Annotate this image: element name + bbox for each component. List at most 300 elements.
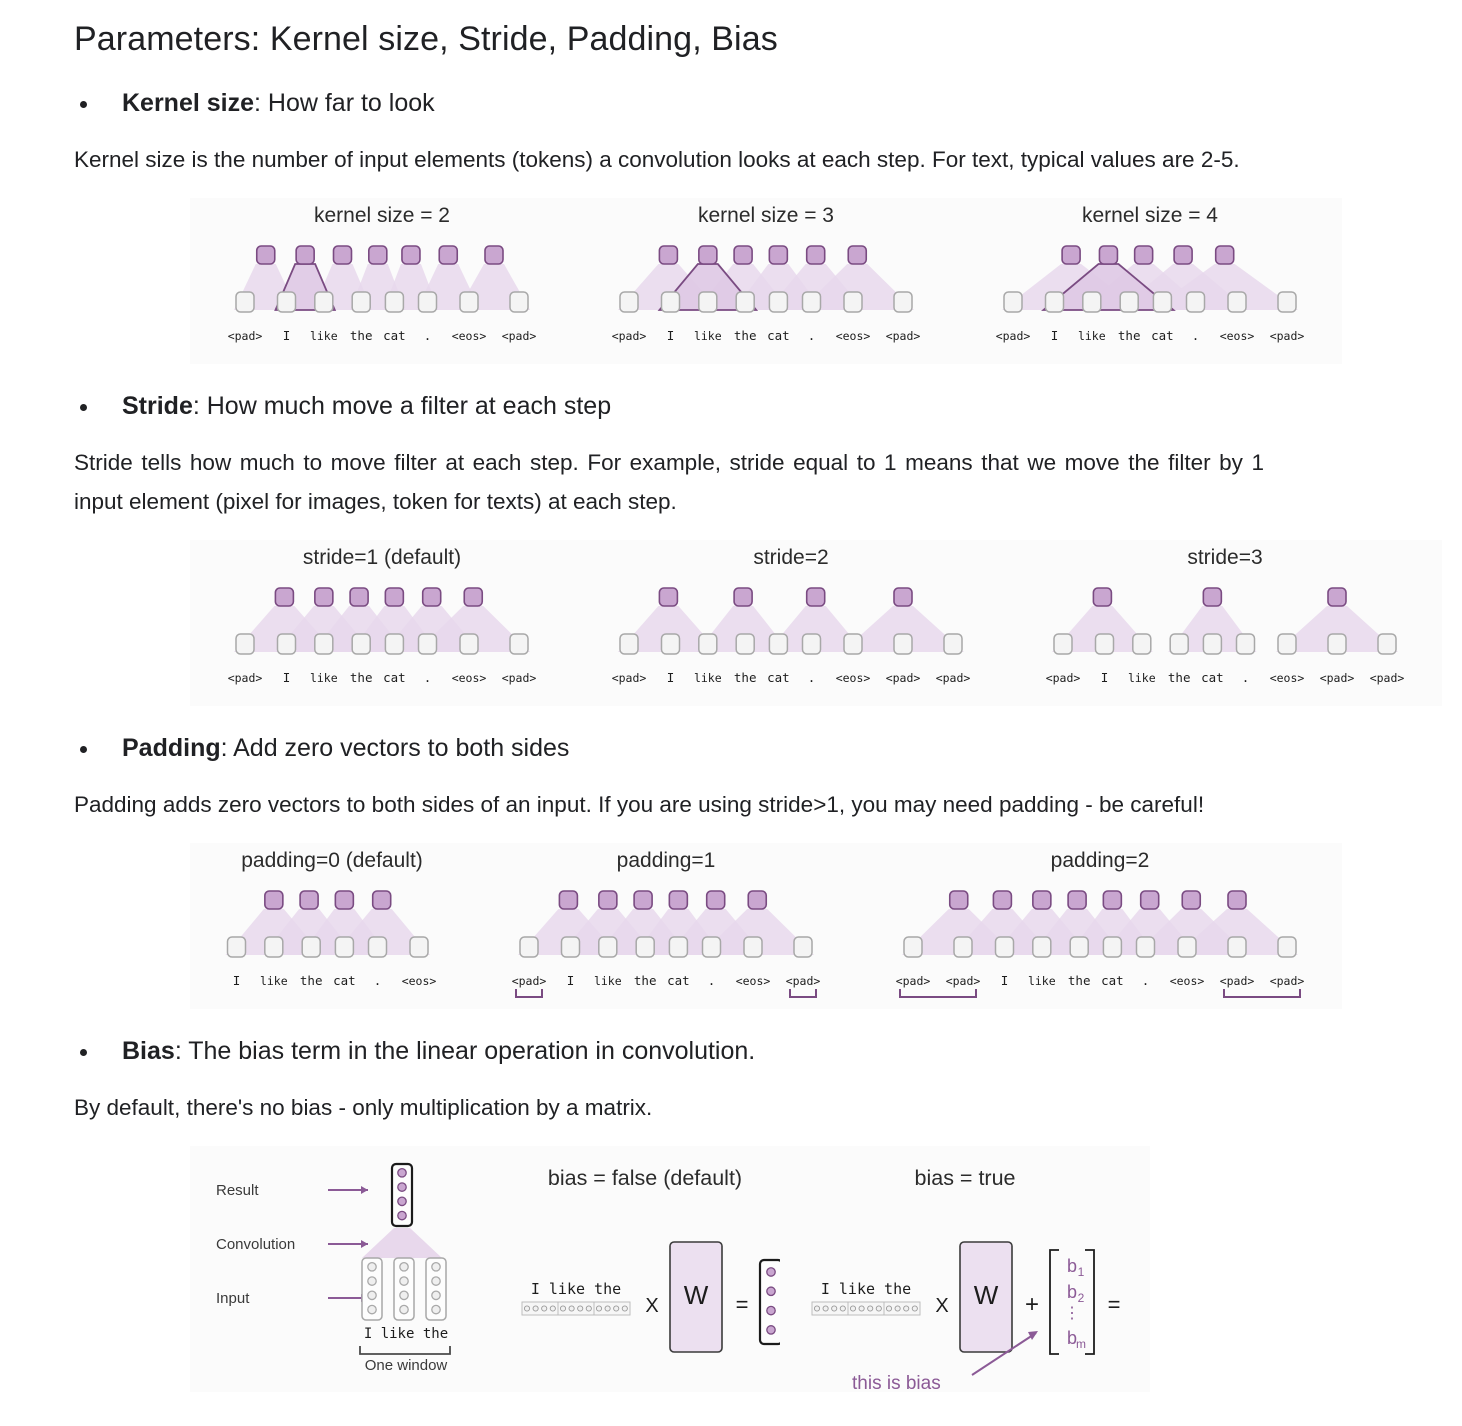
bias-entry-subscript: m (1076, 1336, 1086, 1351)
stride-figure (1008, 540, 1442, 706)
token-label: the (733, 327, 757, 343)
input-row-cell (814, 1306, 819, 1311)
token-label: <eos> (451, 328, 487, 343)
input-token-square (1278, 634, 1296, 654)
input-row-cell (859, 1306, 864, 1311)
bias-figures-band (190, 1146, 1150, 1392)
input-token-square (315, 292, 333, 312)
token-labels (228, 670, 537, 685)
output-square (1228, 891, 1246, 909)
token-label: <pad> (227, 328, 263, 343)
input-token-square (744, 937, 762, 957)
output-square (848, 246, 866, 264)
vector-cell (767, 1326, 775, 1334)
bullet-term-stride: Stride (122, 391, 193, 420)
output-square (1135, 246, 1153, 264)
padding-figure (474, 843, 858, 1009)
output-square (748, 891, 766, 909)
token-label: cat (333, 972, 356, 988)
input-row-cell (912, 1306, 917, 1311)
equals-symbol: = (1107, 1291, 1121, 1317)
input-token-square (599, 937, 617, 957)
input-token-square (803, 634, 821, 654)
stride-figure (190, 540, 574, 706)
padding-brace-left (900, 989, 976, 997)
output-square (993, 891, 1011, 909)
bias-window-figure (200, 1158, 500, 1373)
token-label: . (707, 972, 716, 988)
stride-figure-canvas (204, 578, 560, 698)
conv-strip-svg (588, 578, 994, 698)
vector-cell (398, 1183, 406, 1191)
paragraph-kernel-size: Kernel size is the number of input elements (tokens) a convolution looks at each step. For text, typical values are 2-5. (74, 147, 1240, 172)
output-square (1103, 891, 1121, 909)
input-token-square (410, 937, 428, 957)
output-square (894, 588, 912, 606)
one-window-caption: One window (364, 1356, 448, 1373)
vector-cell (767, 1306, 775, 1314)
vector-cell (432, 1291, 440, 1299)
conv-strip-svg (204, 881, 460, 1001)
bullet-rest-bias: : The bias term in the linear operation in convolution. (174, 1036, 756, 1065)
output-square (559, 891, 577, 909)
output-square (659, 588, 677, 606)
input-token-square (954, 937, 972, 957)
conv-strip-svg (204, 236, 560, 356)
token-label: <eos> (735, 973, 771, 988)
output-square (1182, 891, 1200, 909)
window-row-label: Input (216, 1289, 250, 1307)
output-square (734, 588, 752, 606)
output-squares (1062, 246, 1234, 264)
bias-figures-band-wrap (0, 1146, 1462, 1392)
arrow-head-icon (361, 1240, 368, 1248)
token-label: like (259, 973, 288, 988)
token-label: cat (1201, 669, 1224, 685)
token-label: cat (383, 669, 406, 685)
one-window-diagram (210, 1158, 490, 1373)
token-label: cat (667, 972, 690, 988)
input-token-square (636, 937, 654, 957)
bullet-bias (74, 1035, 1462, 1068)
output-square (699, 246, 717, 264)
input-token-square (662, 634, 680, 654)
input-row-cell (850, 1306, 855, 1311)
token-label: <eos> (835, 328, 871, 343)
output-square (385, 588, 403, 606)
kernel-size-figure-title: kernel size = 2 (314, 203, 450, 227)
stride-figure-title: stride=3 (1187, 545, 1263, 569)
output-square (275, 588, 293, 606)
vector-cell (400, 1291, 408, 1299)
page-title: Parameters: Kernel size, Stride, Padding, Bias (74, 20, 778, 58)
token-label: like (693, 670, 722, 685)
input-row-cell (596, 1306, 601, 1311)
formula-input-label: I like the (530, 1279, 622, 1298)
padding-figures-band (190, 843, 1342, 1009)
paragraph-bias: By default, there's no bias - only multiplication by a matrix. (74, 1095, 653, 1121)
input-row-cell (550, 1306, 555, 1311)
bullet-kernel-size (74, 87, 1462, 120)
input-token-square (315, 634, 333, 654)
output-squares (950, 891, 1246, 909)
vector-cell (368, 1277, 376, 1285)
padding-figure-title: padding=1 (616, 848, 716, 872)
conv-strip-svg (588, 236, 944, 356)
token-label: I (566, 972, 575, 988)
token-label: <pad> (227, 670, 263, 685)
convolution-cone (362, 1228, 442, 1258)
padding-bullet-list (0, 732, 1462, 765)
token-labels (612, 670, 971, 685)
token-labels (233, 973, 437, 988)
output-square (423, 588, 441, 606)
token-label: <pad> (611, 328, 647, 343)
token-labels (896, 973, 1305, 988)
bias-false-title: bias = false (default) (547, 1165, 743, 1190)
token-label: cat (767, 669, 790, 685)
input-token-square (1046, 292, 1064, 312)
bias-false-figure (500, 1158, 790, 1382)
kernel-size-figure (190, 198, 574, 364)
output-square (402, 246, 420, 264)
token-label: <pad> (885, 670, 921, 685)
input-token-square (794, 937, 812, 957)
input-token-square (996, 937, 1014, 957)
output-squares (659, 246, 866, 264)
bias-false-formula (510, 1207, 780, 1382)
stride-figure-title: stride=1 (default) (302, 545, 462, 569)
token-label: like (309, 670, 338, 685)
arrow-head-icon (361, 1186, 368, 1194)
input-token-square (1070, 937, 1088, 957)
output-square (659, 246, 677, 264)
token-label: . (807, 669, 816, 685)
output-square (257, 246, 275, 264)
token-label: . (807, 327, 816, 343)
token-label: <pad> (935, 670, 971, 685)
token-label: cat (383, 327, 406, 343)
input-token-square (1054, 634, 1072, 654)
output-square (669, 891, 687, 909)
bullet-rest-padding: : Add zero vectors to both sides (220, 733, 570, 762)
stride-figures-band-wrap (0, 540, 1462, 706)
token-label: <eos> (835, 670, 871, 685)
input-row-cell (586, 1306, 591, 1311)
input-token-square (699, 634, 717, 654)
token-label: like (693, 328, 722, 343)
bias-entry: ⋮ (1064, 1304, 1080, 1322)
bias-entry-subscript: 2 (1077, 1290, 1085, 1305)
token-label: . (1191, 327, 1200, 343)
weight-matrix-label: W (683, 1279, 709, 1310)
token-label: like (593, 973, 622, 988)
output-square (369, 246, 387, 264)
token-label: I (666, 669, 675, 685)
output-square (599, 891, 617, 909)
output-square (335, 891, 353, 909)
kernel-size-figure-canvas (204, 236, 560, 356)
conv-strip-svg (204, 578, 560, 698)
output-square (950, 891, 968, 909)
token-label: . (1141, 972, 1150, 988)
token-label: like (1127, 670, 1156, 685)
input-row-cell (578, 1306, 583, 1311)
input-row-cell (533, 1306, 538, 1311)
input-token-square (736, 634, 754, 654)
input-token-square (1170, 634, 1188, 654)
output-square (1328, 588, 1346, 606)
one-window-brace (360, 1346, 450, 1354)
bias-true-canvas (800, 1207, 1130, 1394)
paragraph-padding: Padding adds zero vectors to both sides of an input. If you are using stride>1, you may need padding - be careful! (74, 792, 1205, 818)
token-label: <pad> (511, 973, 547, 988)
input-token-square (1378, 634, 1396, 654)
kernel-size-figure (958, 198, 1342, 364)
vector-cell (400, 1277, 408, 1285)
input-token-square (228, 937, 246, 957)
token-label: <pad> (501, 670, 537, 685)
input-row-cell (614, 1306, 619, 1311)
token-label: the (349, 669, 373, 685)
bias-entry-subscript: 1 (1077, 1264, 1085, 1279)
token-label: <pad> (1269, 973, 1305, 988)
input-token-square (944, 634, 962, 654)
padding-brace-right (790, 989, 816, 997)
input-token-square (369, 937, 387, 957)
padding-figures-band-wrap (0, 843, 1462, 1009)
input-token-square (385, 634, 403, 654)
input-token-square (1237, 634, 1255, 654)
input-token-square (1096, 634, 1114, 654)
output-squares (1093, 588, 1346, 606)
weight-matrix-label: W (973, 1279, 999, 1310)
bullet-stride (74, 390, 1462, 423)
bias-bracket-right (1085, 1250, 1094, 1354)
token-label: the (1067, 972, 1091, 988)
input-row-cell (823, 1306, 828, 1311)
input-token-square (510, 292, 528, 312)
token-label: <eos> (401, 973, 437, 988)
bias-annotation-arrow-head-icon (1028, 1331, 1038, 1340)
stride-figure-canvas (1022, 578, 1428, 698)
output-square (1068, 891, 1086, 909)
vector-cell (767, 1268, 775, 1276)
input-token-square (236, 634, 254, 654)
vector-cell (368, 1305, 376, 1313)
output-square (807, 246, 825, 264)
input-row-cell (832, 1306, 837, 1311)
formula-input-label: I like the (820, 1279, 912, 1298)
input-token-square (844, 634, 862, 654)
input-token-square (1278, 292, 1296, 312)
input-token-square (352, 292, 370, 312)
input-token-square (669, 937, 687, 957)
token-label: the (1117, 327, 1141, 343)
kernel-size-figure-canvas (588, 236, 944, 356)
input-token-square (419, 634, 437, 654)
vector-cell (432, 1277, 440, 1285)
input-row-cell (560, 1306, 565, 1311)
output-square (300, 891, 318, 909)
token-label: <pad> (501, 328, 537, 343)
bullet-rest-stride: : How much move a filter at each step (192, 391, 612, 420)
bias-true-figure (790, 1158, 1140, 1394)
token-label: the (633, 972, 657, 988)
output-square (1174, 246, 1192, 264)
token-label: <pad> (611, 670, 647, 685)
document-page (0, 18, 1462, 1410)
input-token-square (352, 634, 370, 654)
input-token-square (1004, 292, 1022, 312)
kernel-size-figure-canvas (972, 236, 1328, 356)
bias-annotation-label: this is bias (852, 1372, 941, 1394)
input-row-cell (622, 1306, 627, 1311)
input-token-square (562, 937, 580, 957)
input-token-square (904, 937, 922, 957)
output-squares (659, 588, 912, 606)
output-square (1099, 246, 1117, 264)
input-token-square (1133, 634, 1151, 654)
token-label: <pad> (995, 328, 1031, 343)
input-row-cell (524, 1306, 529, 1311)
token-label: like (1077, 328, 1106, 343)
input-row-cell (868, 1306, 873, 1311)
token-label: <pad> (1369, 670, 1405, 685)
input-token-square (510, 634, 528, 654)
token-label: the (349, 327, 373, 343)
kernel-size-figure-title: kernel size = 4 (1082, 203, 1218, 227)
input-token-square (803, 292, 821, 312)
output-square (334, 246, 352, 264)
bullet-term-kernel-size: Kernel size (122, 88, 255, 117)
input-token-square (419, 292, 437, 312)
output-square (1062, 246, 1080, 264)
input-token-square (894, 292, 912, 312)
token-label: <pad> (785, 973, 821, 988)
output-squares (265, 891, 391, 909)
output-square (769, 246, 787, 264)
receptive-field-cones (226, 909, 431, 955)
multiply-symbol: X (645, 1294, 659, 1317)
bullet-rest-kernel-size: : How far to look (254, 88, 435, 117)
vector-cell (432, 1305, 440, 1313)
vector-cell (368, 1263, 376, 1271)
output-squares (559, 891, 766, 909)
input-token-square (1278, 937, 1296, 957)
input-token-square (1103, 937, 1121, 957)
token-label: <pad> (885, 328, 921, 343)
input-token-square (278, 292, 296, 312)
input-token-square (1228, 292, 1246, 312)
token-label: I (1000, 972, 1009, 988)
multiply-symbol: X (935, 1294, 949, 1317)
input-token-square (460, 634, 478, 654)
kernel-size-figure (574, 198, 958, 364)
input-token-square (1187, 292, 1205, 312)
token-label: <eos> (1219, 328, 1255, 343)
input-token-square (769, 292, 787, 312)
bullet-term-bias: Bias (122, 1036, 175, 1065)
token-labels (228, 328, 537, 343)
token-label: I (232, 972, 241, 988)
output-square (373, 891, 391, 909)
input-token-square (1153, 292, 1171, 312)
output-square (439, 246, 457, 264)
padding-figure-canvas (872, 881, 1328, 1001)
output-square (1033, 891, 1051, 909)
token-label: the (299, 972, 323, 988)
conv-strip-svg (872, 881, 1328, 1001)
input-token-square (520, 937, 538, 957)
bias-bracket-left (1050, 1250, 1059, 1354)
output-squares (275, 588, 482, 606)
input-token-square (265, 937, 283, 957)
bullet-term-padding: Padding (122, 733, 221, 762)
plus-symbol: + (1024, 1290, 1040, 1318)
vector-cell (398, 1211, 406, 1219)
output-square (1216, 246, 1234, 264)
token-label: I (1100, 669, 1109, 685)
token-label: <eos> (1169, 973, 1205, 988)
stride-figure-title: stride=2 (753, 545, 829, 569)
output-square (634, 891, 652, 909)
kernel-size-figure-title: kernel size = 3 (698, 203, 834, 227)
conv-strip-svg (1022, 578, 1428, 698)
output-square (315, 588, 333, 606)
padding-figure (858, 843, 1342, 1009)
input-row-cell (542, 1306, 547, 1311)
window-tokens-label: I like the (363, 1325, 449, 1342)
paragraph-stride: Stride tells how much to move filter at each step. For example, stride equal to 1 means that we move the filter by 1 input element (pixel for images, token for texts) at each step. (74, 450, 1264, 514)
input-row-cell (605, 1306, 610, 1311)
input-token-square (1137, 937, 1155, 957)
bias-true-formula (800, 1207, 1130, 1382)
window-row-label: Convolution (216, 1235, 296, 1253)
equals-symbol: = (735, 1291, 749, 1317)
input-token-square (736, 292, 754, 312)
token-labels (996, 328, 1305, 343)
token-label: <pad> (1269, 328, 1305, 343)
input-row-cell (895, 1306, 900, 1311)
bias-entry: b (1066, 1327, 1078, 1348)
input-token-square (662, 292, 680, 312)
token-label: <pad> (1319, 670, 1355, 685)
input-token-square (460, 292, 478, 312)
output-squares (257, 246, 503, 264)
token-label: like (309, 328, 338, 343)
input-token-square (769, 634, 787, 654)
token-label: the (1167, 669, 1191, 685)
token-label: I (282, 669, 291, 685)
output-square (1203, 588, 1221, 606)
input-token-square (620, 634, 638, 654)
token-label: . (423, 669, 432, 685)
input-row-cell (886, 1306, 891, 1311)
token-label: the (733, 669, 757, 685)
token-label: . (373, 972, 382, 988)
input-token-square (236, 292, 254, 312)
token-label: I (282, 327, 291, 343)
stride-figure (574, 540, 1008, 706)
output-square (707, 891, 725, 909)
input-token-square (302, 937, 320, 957)
output-square (1093, 588, 1111, 606)
input-token-square (385, 292, 403, 312)
padding-figure-title: padding=0 (default) (241, 848, 423, 872)
token-label: <eos> (451, 670, 487, 685)
stride-figure-canvas (588, 578, 994, 698)
